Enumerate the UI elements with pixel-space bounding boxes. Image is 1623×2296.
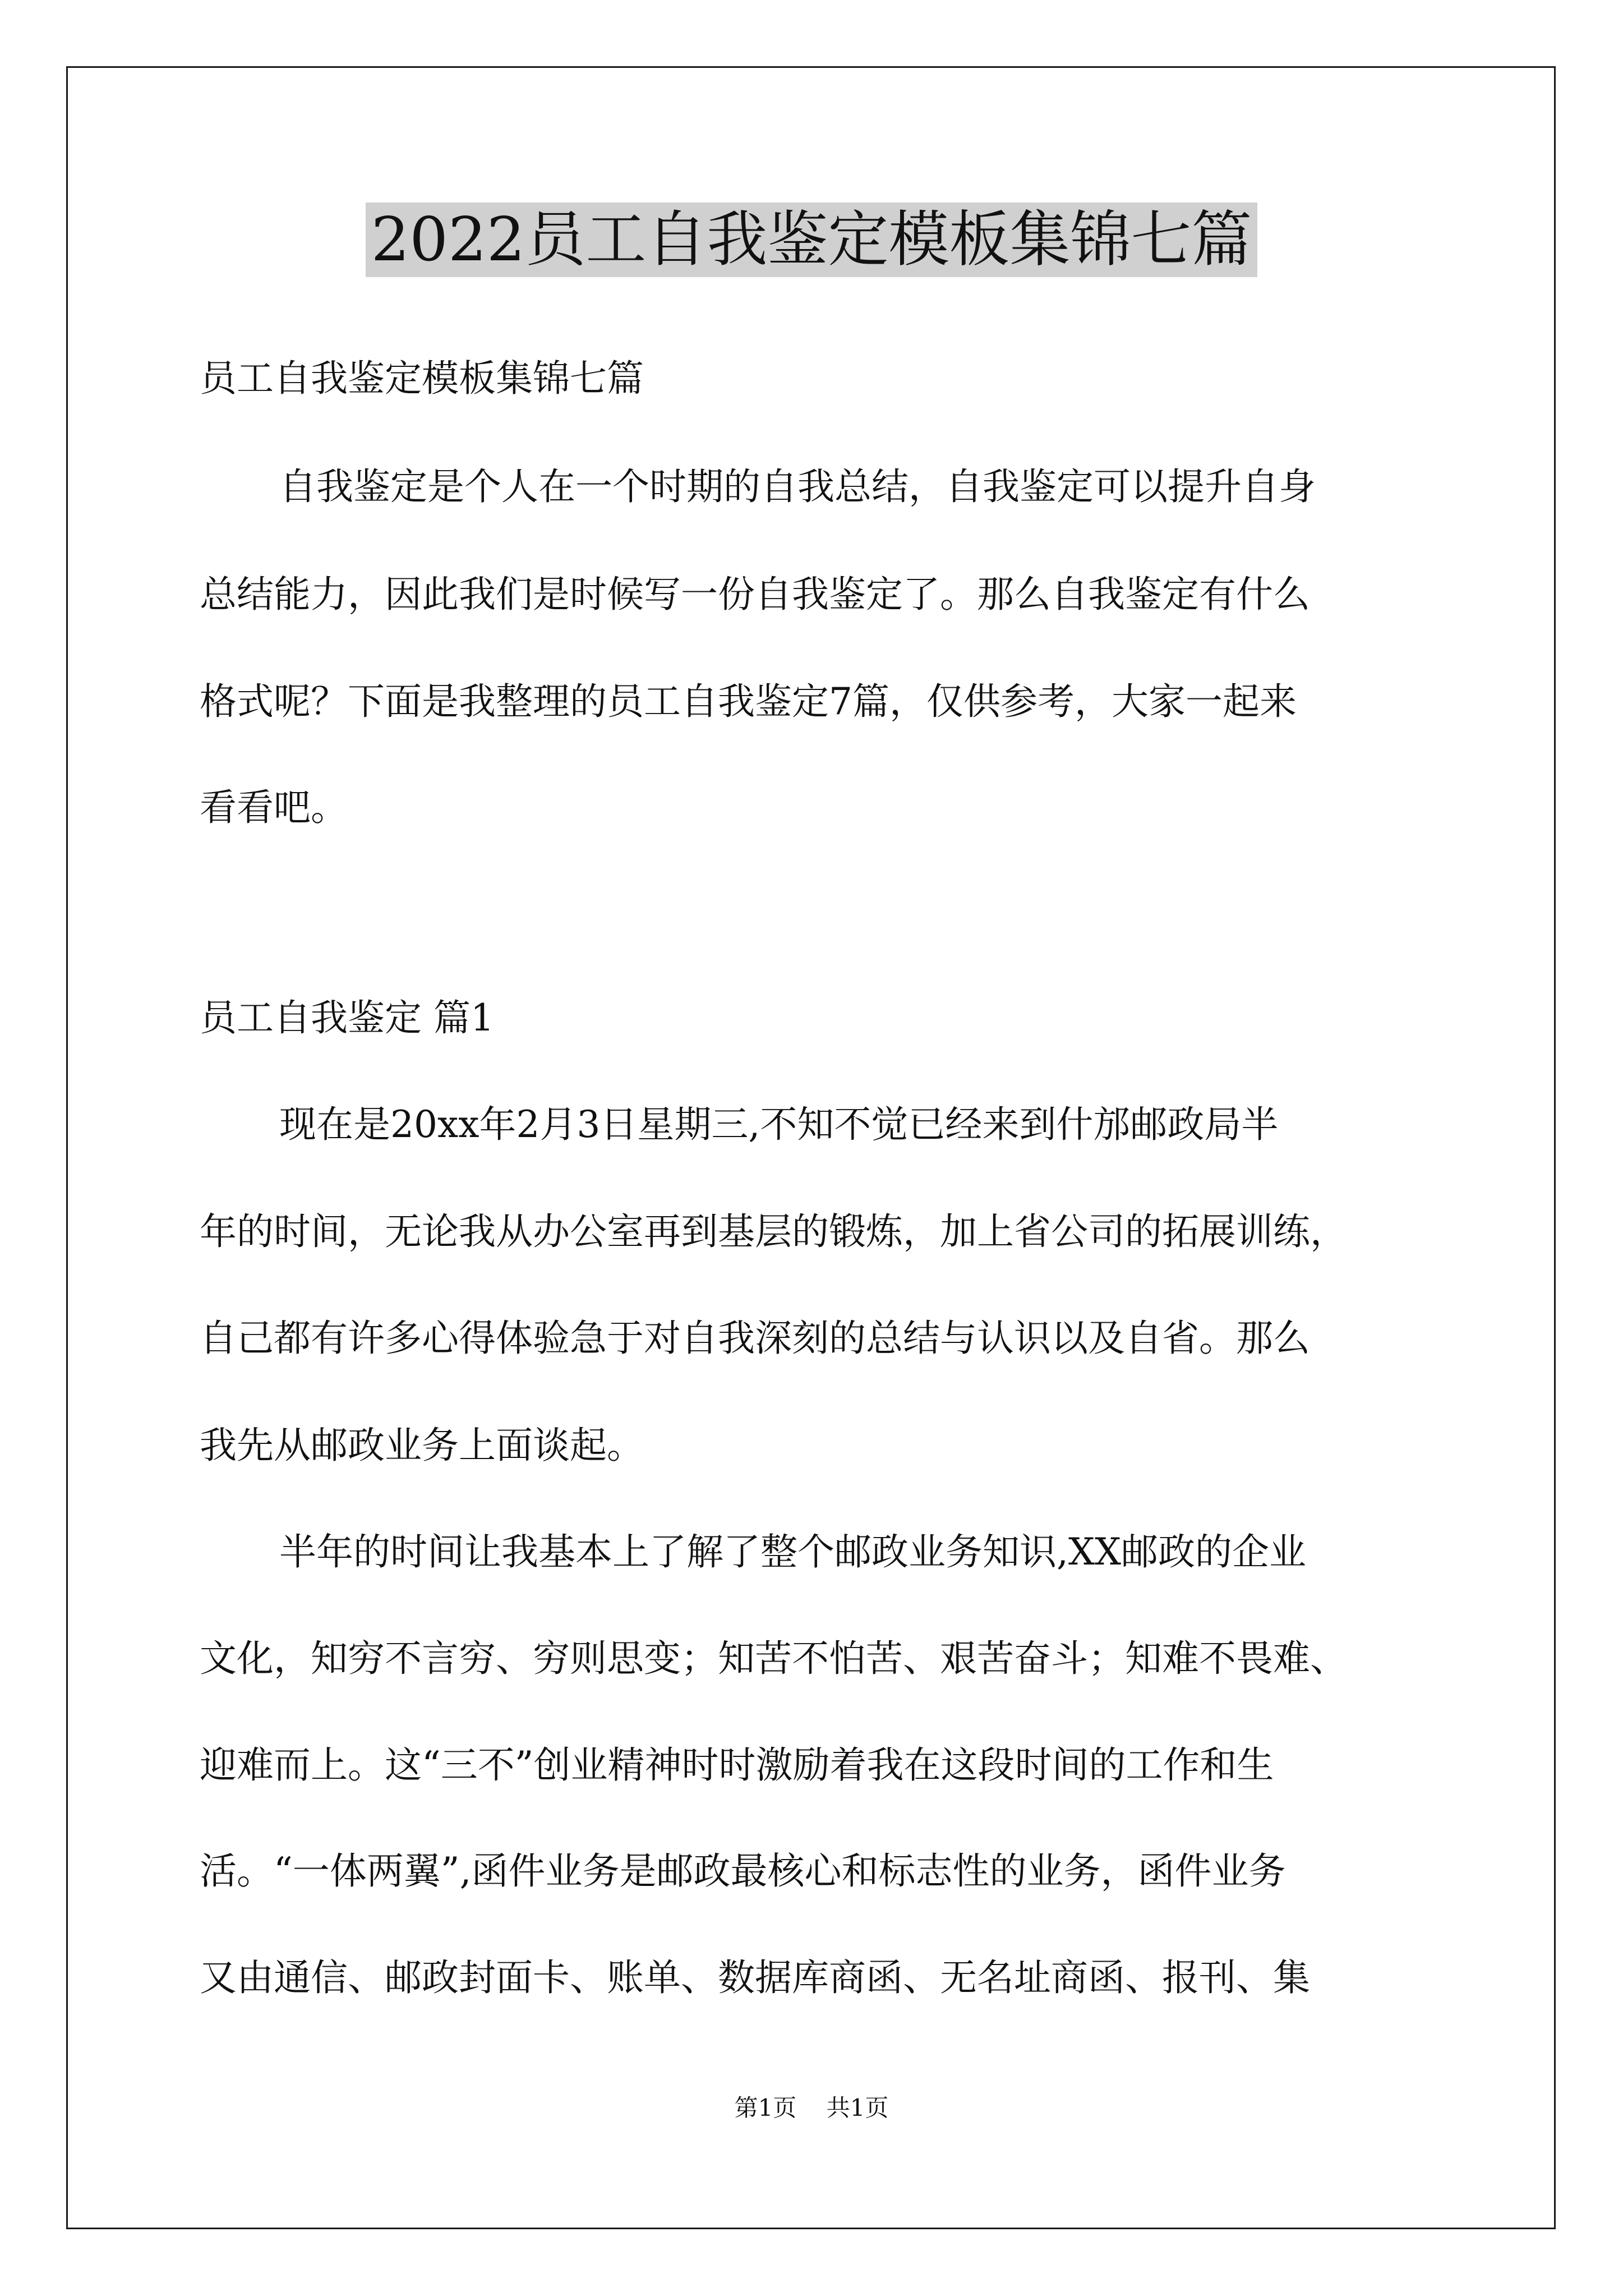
document-title-text: 2022员工自我鉴定模板集锦七篇: [366, 203, 1258, 277]
intro-line: 总结能力，因此我们是时候写一份自我鉴定了。那么自我鉴定有什么: [200, 573, 1310, 616]
intro-line: 格式呢？下面是我整理的员工自我鉴定7篇，仅供参考，大家一起来: [200, 680, 1297, 723]
page-footer: [0, 2091, 1623, 2125]
page-total: 共1页: [826, 2094, 889, 2122]
intro-line: 自我鉴定是个人在一个时期的自我总结，自我鉴定可以提升自身: [279, 465, 1316, 508]
paragraph-line: 迎难而上。这“三不”创业精神时时激励着我在这段时间的工作和生: [200, 1743, 1274, 1787]
paragraph-line: 半年的时间让我基本上了解了整个邮政业务知识,XX邮政的企业: [279, 1530, 1306, 1573]
intro-line: 看看吧。: [200, 786, 348, 829]
page-number: 第1页: [734, 2094, 797, 2122]
section-heading: 员工自我鉴定 篇1: [200, 996, 494, 1039]
document-title: [0, 200, 1623, 280]
paragraph-line: 自己都有许多心得体验急于对自我深刻的总结与认识以及自省。那么: [200, 1317, 1310, 1360]
paragraph-line: 文化，知穷不言穷、穷则思变；知苦不怕苦、艰苦奋斗；知难不畏难、: [200, 1637, 1347, 1680]
paragraph-line: 又由通信、邮政封面卡、账单、数据库商函、无名址商函、报刊、集: [200, 1956, 1310, 1999]
subtitle: 员工自我鉴定模板集锦七篇: [200, 357, 644, 400]
paragraph-line: 我先从邮政业务上面谈起。: [200, 1424, 644, 1467]
paragraph-line: 活。“一体两翼”,函件业务是邮政最核心和标志性的业务，函件业务: [200, 1849, 1286, 1893]
paragraph-line: 现在是20xx年2月3日星期三,不知不觉已经来到什邡邮政局半: [279, 1103, 1279, 1146]
paragraph-line: 年的时间，无论我从办公室再到基层的锻炼，加上省公司的拓展训练，: [200, 1210, 1347, 1253]
